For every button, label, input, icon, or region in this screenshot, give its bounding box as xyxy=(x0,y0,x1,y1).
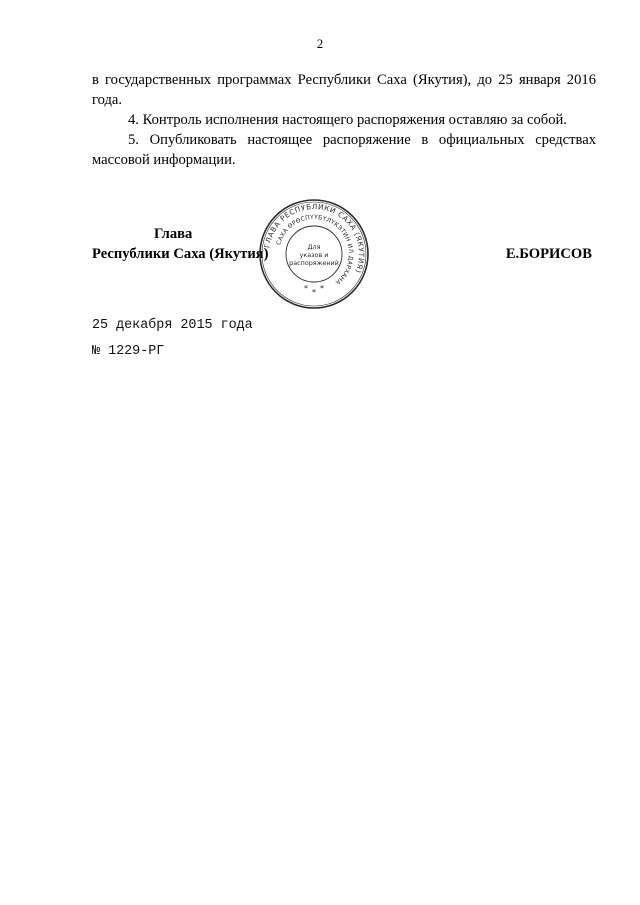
page-number: 2 xyxy=(316,36,324,51)
seal-star-icon: * xyxy=(320,284,324,293)
document-date: 25 декабря 2015 года xyxy=(92,318,253,333)
seal-center-line-1: Для xyxy=(307,243,321,251)
document-number: № 1229-РГ xyxy=(92,344,165,359)
official-seal-stamp xyxy=(258,198,370,310)
seal-star-icon: * xyxy=(304,284,308,293)
seal-outer-text: ГЛАВА РЕСПУБЛИКИ САХА (ЯКУТИЯ) xyxy=(262,201,367,275)
seal-center-line-2: указов и xyxy=(299,251,329,259)
paragraph-continuation: в государственных программах Республики Саха (Якутия), до 25 января 2016 года. xyxy=(92,72,596,108)
seal-center-line-3: распоряжений xyxy=(289,259,339,267)
paragraph-4: 4. Контроль исполнения настоящего распоряжения оставляю за собой. xyxy=(128,112,567,128)
signatory-name: Е.БОРИСОВ xyxy=(505,246,592,262)
document-body xyxy=(92,70,596,170)
signature-role-title: Глава xyxy=(154,226,193,242)
paragraph-5: 5. Опубликовать настоящее распоряжение в официальных средствах массовой информации. xyxy=(92,132,596,168)
seal-inner-text: САХА ӨРӨСПҮҮБҮЛҮКЭТИН ИЛ ДАРХАНА xyxy=(275,213,355,286)
signature-role-republic: Республики Саха (Якутия) xyxy=(92,246,269,262)
seal-star-icon: * xyxy=(312,288,316,297)
